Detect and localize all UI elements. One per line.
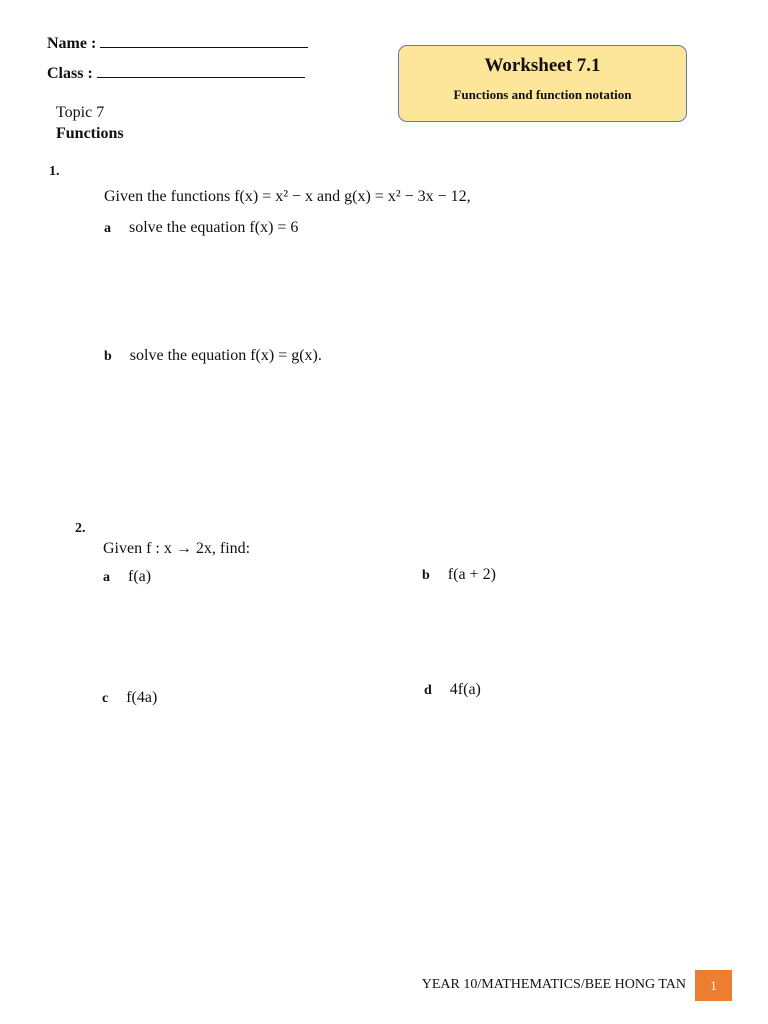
q2-part-c-text: f(4a) <box>126 689 158 706</box>
q1-part-a-letter: a <box>104 221 111 236</box>
q1-part-a-text: solve the equation f(x) = 6 <box>129 219 299 236</box>
worksheet-title: Worksheet 7.1 <box>484 55 601 76</box>
class-label: Class : <box>47 65 93 82</box>
q1-part-b-letter: b <box>104 349 112 364</box>
q1-f-definition: f(x) = x² − x <box>234 188 314 205</box>
question-1-number: 1. <box>49 164 60 179</box>
q2-part-a-letter: a <box>103 570 110 585</box>
question-2-stem: Given f : x → 2x, find: <box>103 540 251 557</box>
worksheet-title-box <box>398 45 687 122</box>
q2-part-b-text: f(a + 2) <box>447 566 496 583</box>
page-number-badge: 1 <box>695 970 732 1001</box>
q2-part-d-text: 4f(a) <box>449 681 481 698</box>
class-blank-line[interactable] <box>97 63 305 78</box>
q2-part-a <box>103 568 151 586</box>
q1-g-definition: g(x) = x² − 3x − 12, <box>344 188 471 205</box>
question-2-number: 2. <box>75 521 86 536</box>
q2-part-b <box>422 566 496 584</box>
q2-part-c-letter: c <box>102 691 109 706</box>
q1-stem-prefix: Given the functions <box>104 188 235 205</box>
footer-text: YEAR 10/MATHEMATICS/BEE HONG TAN <box>421 977 686 992</box>
q2-part-a-text: f(a) <box>128 568 152 585</box>
worksheet-subtitle: Functions and function notation <box>453 87 632 102</box>
topic-name: Functions <box>56 125 124 142</box>
topic-label: Topic 7 <box>56 104 105 121</box>
q2-part-c <box>102 689 157 707</box>
q1-part-b-text: solve the equation f(x) = g(x). <box>129 347 322 364</box>
q1-part-a <box>104 219 298 237</box>
q1-stem-mid: and <box>313 188 345 205</box>
class-row <box>47 63 305 83</box>
name-label: Name : <box>47 35 97 52</box>
q2-part-d <box>424 681 481 699</box>
name-blank-line[interactable] <box>100 33 308 48</box>
question-1-stem <box>104 188 471 206</box>
q2-part-d-letter: d <box>424 683 432 698</box>
q2-part-b-letter: b <box>422 568 430 583</box>
q1-part-b <box>104 347 322 365</box>
name-row <box>47 33 308 53</box>
